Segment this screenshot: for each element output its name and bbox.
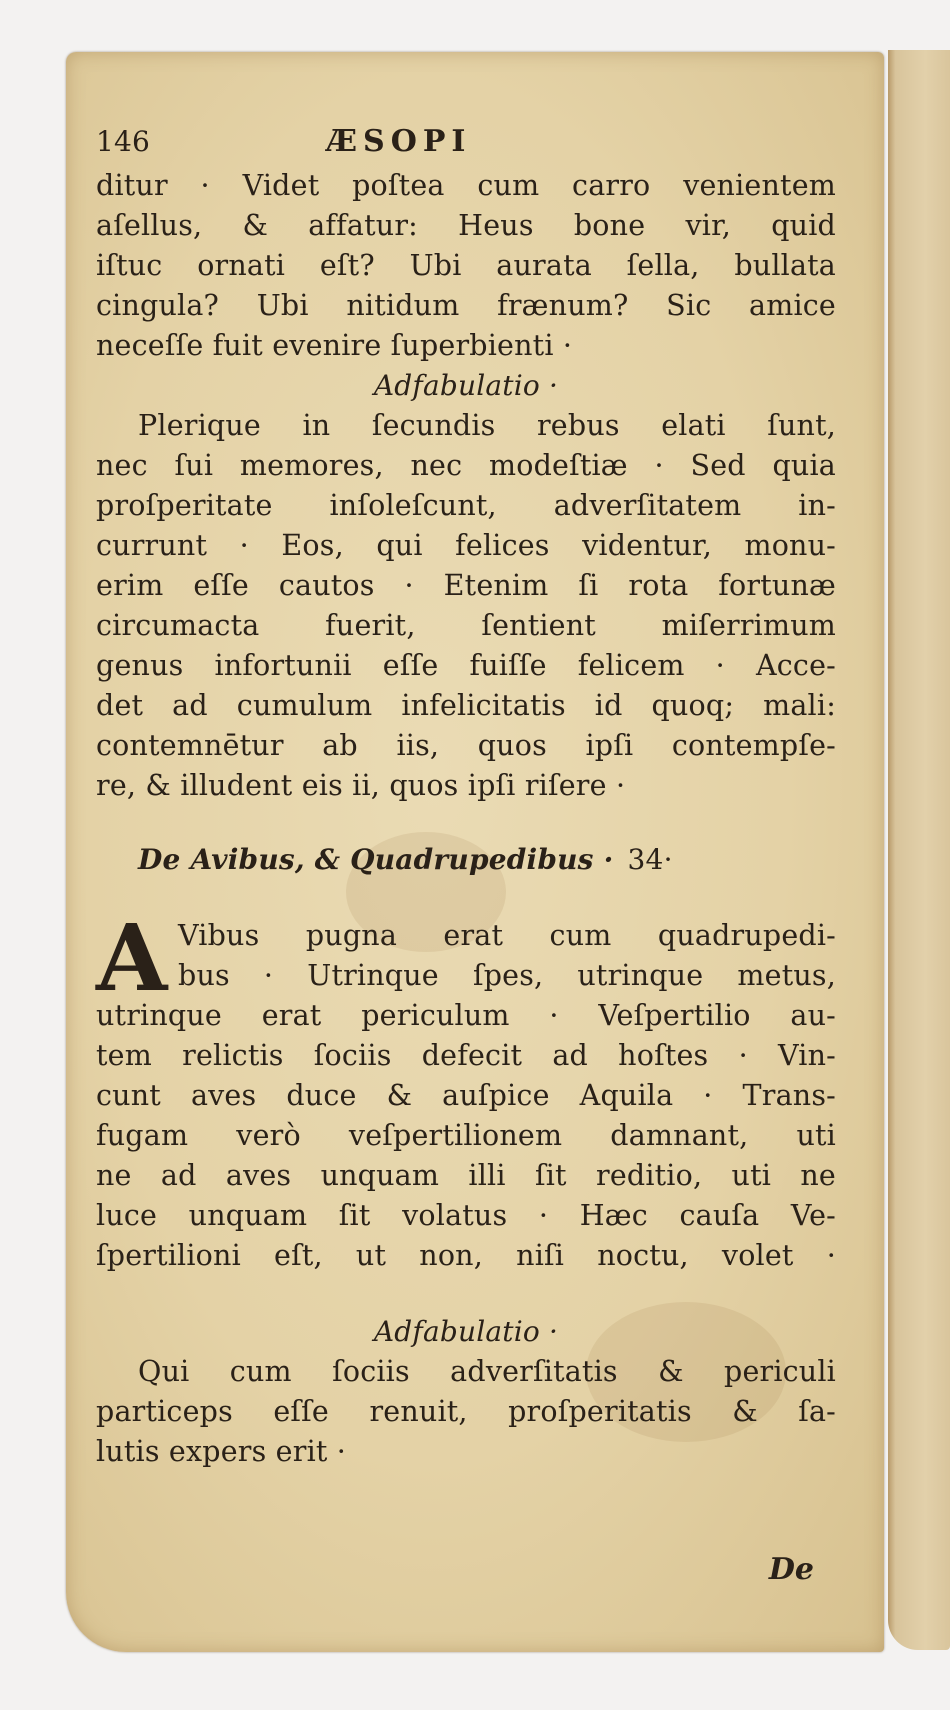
text-line: utrinque erat periculum · Veſpertilio au- [96, 999, 836, 1032]
text-line: nec ſui memores, nec modeſtiæ · Sed quia [96, 449, 836, 482]
spacer [96, 1276, 836, 1312]
text-line: circumacta fuerit, ſentient miſerrimum [96, 609, 836, 642]
next-page-edge [888, 50, 950, 1650]
text-line: Qui cum ſociis adverſitatis & periculi [138, 1355, 836, 1388]
text-line: det ad cumulum infelicitatis id quoq; mali: [96, 689, 836, 722]
text-line: ne ad aves unquam illi ſit reditio, uti ne [96, 1159, 836, 1192]
text-line: luce unquam ſit volatus · Hæc cauſa Ve- [96, 1199, 836, 1232]
text-line: Vibus pugna erat cum quadrupedi- [178, 919, 836, 952]
text-line: contemnētur ab iis, quos ipſi contempſe- [96, 729, 836, 762]
running-head [96, 122, 836, 166]
fable-title [96, 840, 836, 888]
text-line: bus · Utrinque ſpes, utrinque metus, [178, 959, 836, 992]
text-line: erim eſſe cautos · Etenim ſi rota fortunæ [96, 569, 836, 602]
moral-heading: Adfabulatio · [373, 1315, 559, 1348]
fable-title-text: De Avibus, & Quadrupedibus · [138, 843, 614, 876]
text-line: cunt aves duce & auſpice Aquila · Trans- [96, 1079, 836, 1112]
text-line: iſtuc ornati eſt? Ubi aurata ſella, bullata [96, 249, 836, 282]
text-line: ditur · Videt poſtea cum carro venientem [96, 169, 836, 202]
text-line: currunt · Eos, qui felices videntur, monu- [96, 529, 836, 562]
text-line: genus infortunii eſſe fuiſſe felicem · Acce- [96, 649, 836, 682]
text-line: tem relictis ſociis defecit ad hoſtes · Vin- [96, 1039, 836, 1072]
drop-cap: A [96, 904, 168, 1012]
page-number: 146 [96, 125, 151, 158]
fable-opening [96, 904, 836, 1012]
spacer [96, 888, 836, 916]
text-line: neceſſe fuit evenire ſuperbienti · [96, 329, 573, 362]
text-line: fugam verò veſpertilionem damnant, uti [96, 1119, 836, 1152]
running-title: ÆSOPI [326, 124, 472, 159]
text-line: proſperitate inſoleſcunt, adverſitatem in- [96, 489, 836, 522]
spacer [96, 806, 836, 840]
moral-heading: Adfabulatio · [373, 369, 559, 402]
text-line: particeps eſſe renuit, proſperitatis & ſa- [96, 1395, 836, 1428]
text-line: re, & illudent eis ii, quos ipſi riſere · [96, 769, 626, 802]
page-text [96, 122, 836, 1472]
text-line: cingula? Ubi nitidum frænum? Sic amice [96, 289, 836, 322]
book-page [66, 52, 884, 1652]
text-line: Plerique in ſecundis rebus elati ſunt, [138, 409, 836, 442]
text-line: ſpertilioni eſt, ut non, niſi noctu, volet · [96, 1239, 836, 1272]
text-line: aſellus, & affatur: Heus bone vir, quid [96, 209, 836, 242]
text-line: lutis expers erit · [96, 1435, 347, 1468]
catchword: De [768, 1552, 814, 1587]
fable-number: 34· [627, 843, 673, 876]
